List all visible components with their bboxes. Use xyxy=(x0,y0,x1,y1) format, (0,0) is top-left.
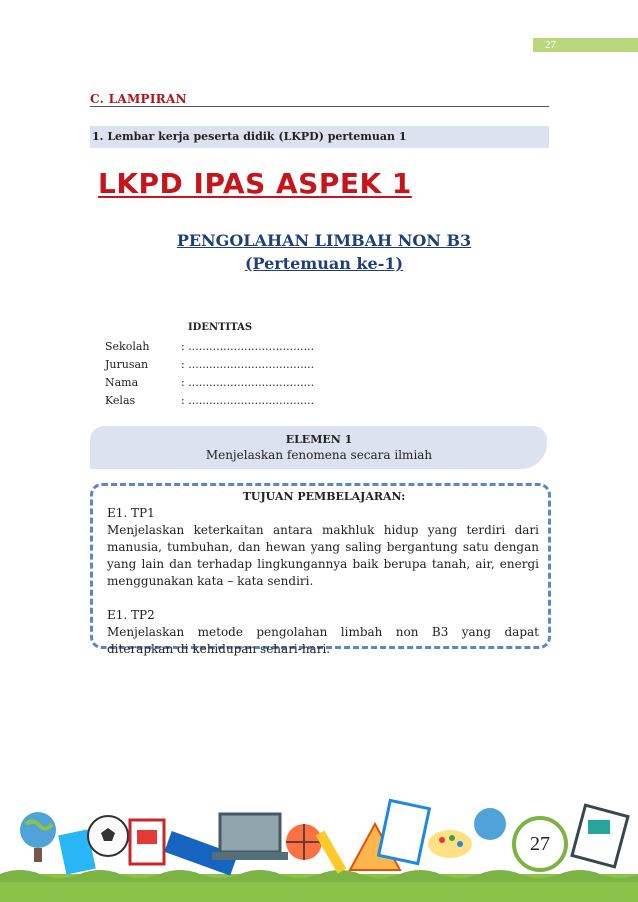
elemen-title: ELEMEN 1 xyxy=(285,433,353,446)
tablet-icon xyxy=(572,805,628,867)
identity-field[interactable]: : .................................... xyxy=(181,394,315,407)
identity-row-jurusan xyxy=(105,358,314,371)
elemen-description: Menjelaskan fenomena secara ilmiah xyxy=(205,448,433,462)
tp1-text: Menjelaskan keterkaitan antara makhluk hidup yang terdiri dari manusia, tumbuhan, dan hewan yang saling bergantung satu dengan yang lain dan terhadap lingkungannya baik berupa tanah, air, energi menggunakan kata – kata sendiri. xyxy=(107,523,539,588)
identity-row-sekolah xyxy=(105,340,314,353)
pencil-icon xyxy=(316,830,347,873)
page-number: 27 xyxy=(512,816,568,872)
identity-row-kelas xyxy=(105,394,314,407)
topic-subtitle: (Pertemuan ke-1) xyxy=(244,254,404,273)
tp2-text: Menjelaskan metode pengolahan limbah non B3 yang dapat diterapkan di kehidupan sehari-hari. xyxy=(107,625,539,656)
globe-icon xyxy=(20,812,56,848)
section-divider xyxy=(90,106,549,107)
section-title: C. LAMPIRAN xyxy=(90,92,187,106)
identity-row-nama xyxy=(105,376,314,389)
identity-label: Jurusan xyxy=(105,358,149,371)
identity-field[interactable]: : .................................... xyxy=(181,376,315,389)
identity-label: Sekolah xyxy=(105,340,150,353)
tujuan-heading: TUJUAN PEMBELAJARAN: xyxy=(242,490,406,503)
topic-title: PENGOLAHAN LIMBAH NON B3 xyxy=(176,231,472,250)
tp1-code: E1. TP1 xyxy=(107,506,155,520)
lkpd-title: LKPD IPAS ASPEK 1 xyxy=(98,167,412,200)
palette-icon xyxy=(428,830,472,858)
identity-label: Nama xyxy=(105,376,139,389)
tujuan-body xyxy=(107,505,539,658)
identity-label: Kelas xyxy=(105,394,136,407)
clipboard-icon xyxy=(379,800,430,863)
laptop-icon xyxy=(220,814,280,852)
identitas-heading: IDENTITAS xyxy=(188,322,253,333)
identity-field[interactable]: : .................................... xyxy=(181,340,315,353)
identity-field[interactable]: : .................................... xyxy=(181,358,315,371)
tp2-code: E1. TP2 xyxy=(107,608,155,622)
page-number-tab: 27 xyxy=(533,38,638,52)
globe-icon xyxy=(474,808,506,840)
subsection-title: 1. Lembar kerja peserta didik (LKPD) pertemuan 1 xyxy=(92,130,407,143)
